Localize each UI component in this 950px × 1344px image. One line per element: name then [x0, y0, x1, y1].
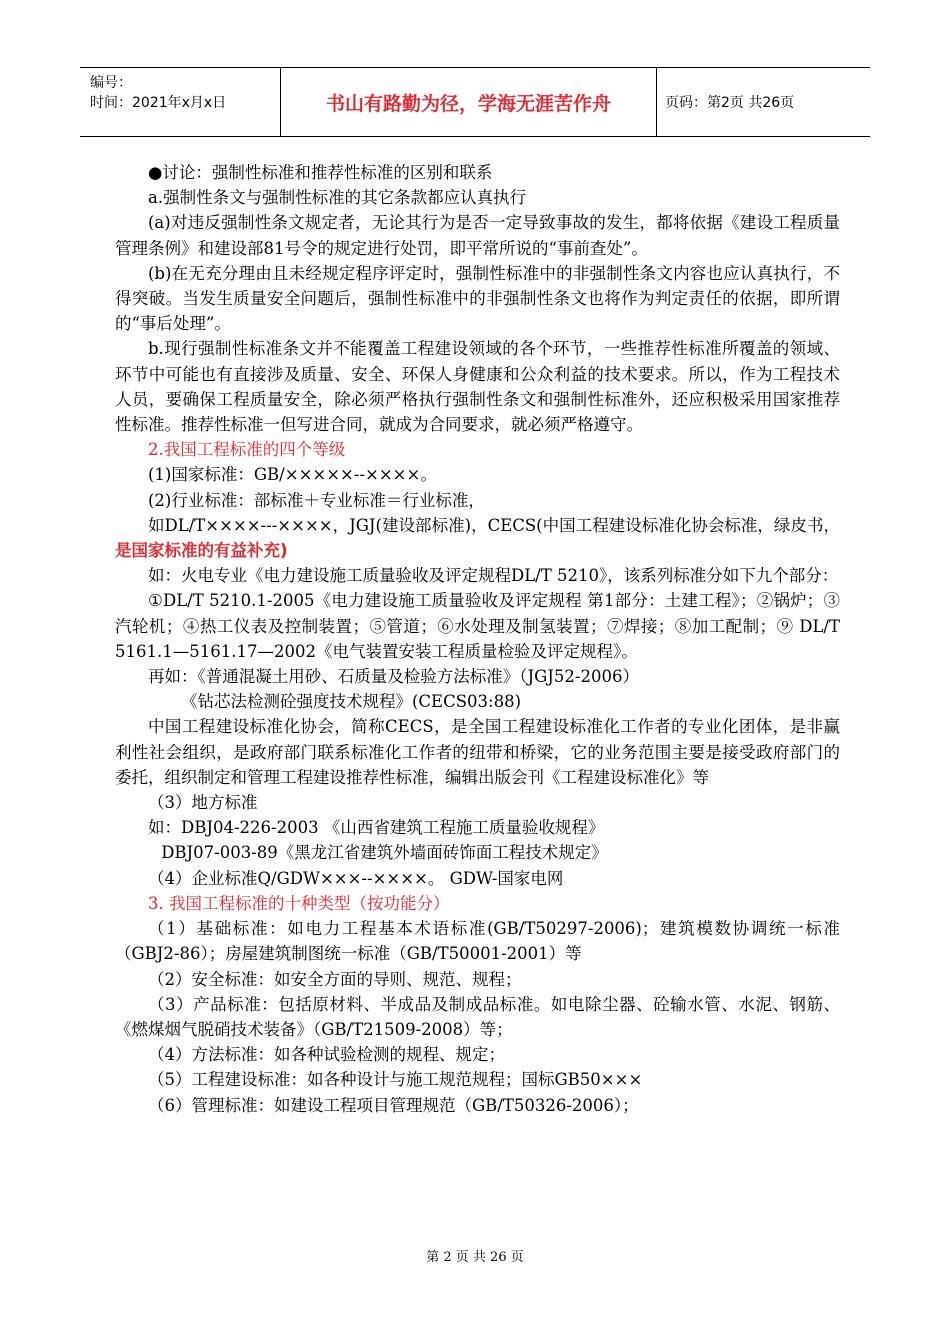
- cecs-description: 中国工程建设标准化协会，简称CECS，是全国工程建设标准化工作者的专业化团体，是非赢利性社会组织，是政府部门联系标准化工作者的纽带和桥梁，它的业务范围主要是接受政府部门的委托，组织制定和管理工程建设推荐性标准，编辑出版会刊《工程建设标准化》等: [115, 717, 840, 787]
- header-info-cell: [80, 68, 281, 136]
- nine-parts-list: ①DL/T 5210.1-2005《电力建设施工质量验收及评定规程 第1部分：土建工程》；②锅炉；③汽轮机；④热工仪表及控制装置；⑤管道；⑥水处理及制氢装置；⑦焊接；⑧加工配制；⑨ DL/T 5161.1—5161.17—2002《电气装置安装工程质量检验及评定规程》。: [115, 591, 840, 661]
- type-product-standard: （3）产品标准：包括原材料、半成品及制成品标准。如电除尘器、砼输水管、水泥、钢筋、《燃煤烟气脱硝技术装备》（GB/T21509-2008）等；: [115, 994, 840, 1039]
- discussion-heading: ●讨论：强制性标准和推荐性标准的区别和联系: [148, 163, 493, 182]
- document-body: [115, 160, 840, 1118]
- section-heading-3: 3. 我国工程标准的十种类型（按功能分）: [148, 893, 450, 913]
- header-page-info: 页码：第2页 共26页: [665, 95, 795, 111]
- another-example-2: 《钻芯法检测砼强度技术规程》(CECS03:88): [181, 692, 522, 712]
- date-label: 时间：2021年x月x日: [90, 95, 227, 111]
- section-heading-2: 2.我国工程标准的四个等级: [148, 440, 346, 460]
- type-construction-standard: （5）工程建设标准：如各种设计与施工规范规程；国标GB50×××: [148, 1070, 643, 1090]
- paragraph-b-1: (b)在无充分理由且未经规定程序评定时，强制性标准中的非强制性条文内容也应认真执行，不得突破。当发生质量安全问题后，强制性标准中的非强制性条文也将作为判定责任的依据，即所谓的“事后处理”。: [115, 263, 840, 334]
- examples-text: 如DL/T××××---××××，JGJ(建设部标准)，CECS(中国工程建设标准化协会标准，绿皮书，: [148, 515, 840, 535]
- highlight-note: 是国家标准的有益补充): [115, 541, 288, 561]
- page-footer: 第 2 页 共 26 页: [426, 1250, 524, 1265]
- type-management-standard: （6）管理标准：如建设工程项目管理规范（GB/T50326-2006）；: [148, 1095, 639, 1115]
- local-standard-example-2: DBJ07-003-89《黑龙江省建筑外墙面砖饰面工程技术规定》: [161, 843, 608, 863]
- local-standard: （3）地方标准: [148, 793, 258, 813]
- page-header: [80, 67, 870, 137]
- header-motto: 书山有路勤为径，学海无涯苦作舟: [281, 68, 657, 136]
- paragraph-b: b.现行强制性标准条文并不能覆盖工程建设领域的各个环节，一些推荐性标准所覆盖的领域、环节中可能也有直接涉及质量、安全、环保人身健康和公众利益的技术要求。所以，作为工程技术人员，要确保工程质量安全，除必须严格执行强制性条文和强制性标准外，还应积极采用国家推荐性标准。推荐性标准一但写进合同，就成为合同要求，就必须严格遵守。: [115, 339, 840, 435]
- type-method-standard: （4）方法标准：如各种试验检测的规程、规定；: [148, 1045, 505, 1065]
- thermal-power-example: 如：火电专业《电力建设施工质量验收及评定规程DL/T 5210》，该系列标准分如下九个部分：: [148, 566, 839, 586]
- industry-standard: (2)行业标准：部标准＋专业标准＝行业标准，: [148, 490, 485, 510]
- paragraph-a: a.强制性条文与强制性标准的其它条款都应认真执行: [148, 188, 527, 208]
- local-standard-example-1: 如：DBJ04-226-2003 《山西省建筑工程施工质量验收规程》: [148, 818, 605, 838]
- type-safety-standard: （2）安全标准：如安全方面的导则、规范、规程；: [148, 969, 522, 989]
- national-standard: (1)国家标准：GB/×××××--××××。: [148, 465, 437, 485]
- enterprise-standard: （4）企业标准Q/GDW×××--××××。 GDW-国家电网: [148, 868, 564, 888]
- another-example: 再如：《普通混凝土用砂、石质量及检验方法标准》（JGJ52-2006）: [148, 667, 639, 687]
- type-basic-standard: （1）基础标准：如电力工程基本术语标准(GB/T50297-2006)；建筑模数协调统一标准（GBJ2-86）；房屋建筑制图统一标准（GB/T50001-2001）等: [115, 919, 840, 964]
- number-label: 编号：: [90, 75, 132, 91]
- paragraph-a-1: (a)对违反强制性条文规定者，无论其行为是否一定导致事故的发生，都将依据《建设工程质量管理条例》和建设部81号令的规定进行处罚，即平常所说的“事前查处”。: [115, 213, 840, 258]
- industry-standard-examples: [115, 513, 840, 563]
